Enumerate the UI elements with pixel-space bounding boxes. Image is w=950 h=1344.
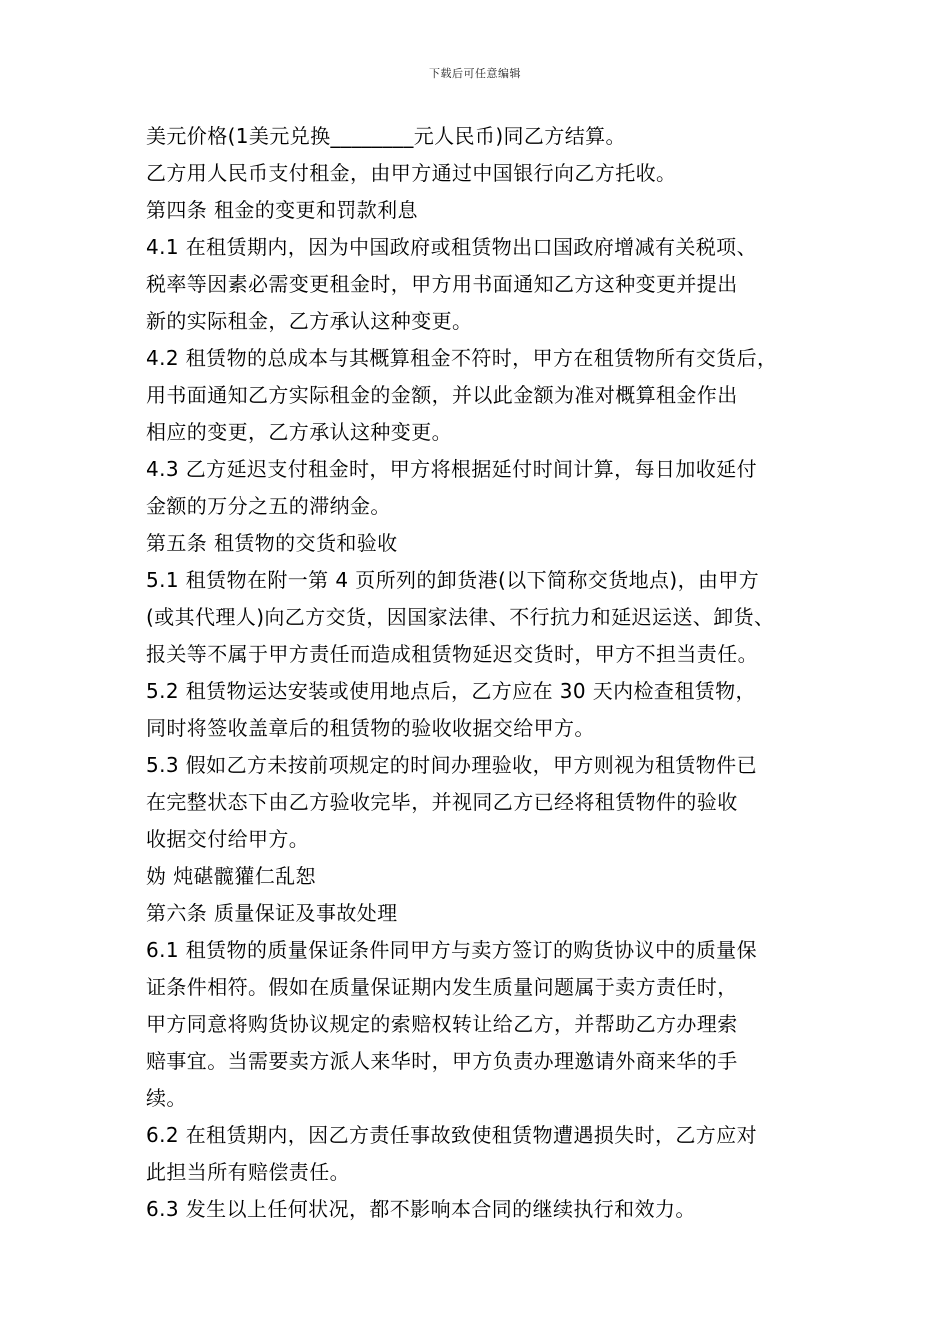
text-line: 证条件相符。假如在质量保证期内发生质量问题属于卖方责任时，: [146, 975, 738, 999]
text-line: 税率等因素必需变更租金时，甲方用书面通知乙方这种变更并提出: [146, 272, 738, 296]
text-line: 乙方用人民币支付租金，由甲方通过中国银行向乙方托收。: [146, 161, 677, 185]
text-line: 4.1 在租赁期内，因为中国政府或租赁物出口国政府增减有关税项、: [146, 235, 757, 259]
text-line: 4.3 乙方延迟支付租金时，甲方将根据延付时间计算，每日加收延付: [146, 457, 757, 481]
section-heading: 第六条 质量保证及事故处理: [146, 901, 398, 925]
text-line: 相应的变更，乙方承认这种变更。: [146, 420, 452, 444]
text-line: 5.1 租赁物在附一第 4 页所列的卸货港(以下简称交货地点)，由甲方: [146, 568, 760, 592]
text-line: 续。: [146, 1086, 187, 1110]
text-line: 6.2 在租赁期内，因乙方责任事故致使租赁物遭遇损失时，乙方应对: [146, 1123, 757, 1147]
text-line: 用书面通知乙方实际租金的金额，并以此金额为准对概算租金作出: [146, 383, 738, 407]
text-line: 新的实际租金，乙方承认这种变更。: [146, 309, 473, 333]
text-line: 5.2 租赁物运达安装或使用地点后，乙方应在 30 天内检查租赁物，: [146, 679, 756, 703]
text-line: 赔事宜。当需要卖方派人来华时，甲方负责办理邀请外商来华的手: [146, 1049, 738, 1073]
section-heading: 第四条 租金的变更和罚款利息: [146, 198, 418, 222]
text-line: 同时将签收盖章后的租赁物的验收收据交给甲方。: [146, 716, 595, 740]
text-line: 5.3 假如乙方未按前项规定的时间办理验收，甲方则视为租赁物件已: [146, 753, 757, 777]
text-line: 报关等不属于甲方责任而造成租赁物延迟交货时，甲方不担当责任。: [146, 642, 758, 666]
text-line: 甲方同意将购货协议规定的索赔权转让给乙方，并帮助乙方办理索: [146, 1012, 738, 1036]
document-body: [146, 118, 836, 1228]
text-line: 在完整状态下由乙方验收完毕，并视同乙方已经将租赁物件的验收: [146, 790, 738, 814]
text-line: 6.1 租赁物的质量保证条件同甲方与卖方签订的购货协议中的质量保: [146, 938, 757, 962]
garbled-text-line: 妫 炖碪髋獾仁乱恕: [146, 864, 316, 888]
text-line: 此担当所有赔偿责任。: [146, 1160, 350, 1184]
section-heading: 第五条 租赁物的交货和验收: [146, 531, 398, 555]
text-line: 6.3 发生以上任何状况，都不影响本合同的继续执行和效力。: [146, 1197, 696, 1221]
text-line: 美元价格(1美元兑换________元人民币)同乙方结算。: [146, 124, 626, 148]
text-line: 金额的万分之五的滞纳金。: [146, 494, 391, 518]
text-line: 收据交付给甲方。: [146, 827, 310, 851]
text-line: 4.2 租赁物的总成本与其概算租金不符时，甲方在租赁物所有交货后，: [146, 346, 778, 370]
text-line: (或其代理人)向乙方交货，因国家法律、不行抗力和延迟运送、卸货、: [146, 605, 775, 629]
page-header: 下载后可任意编辑: [429, 67, 521, 80]
